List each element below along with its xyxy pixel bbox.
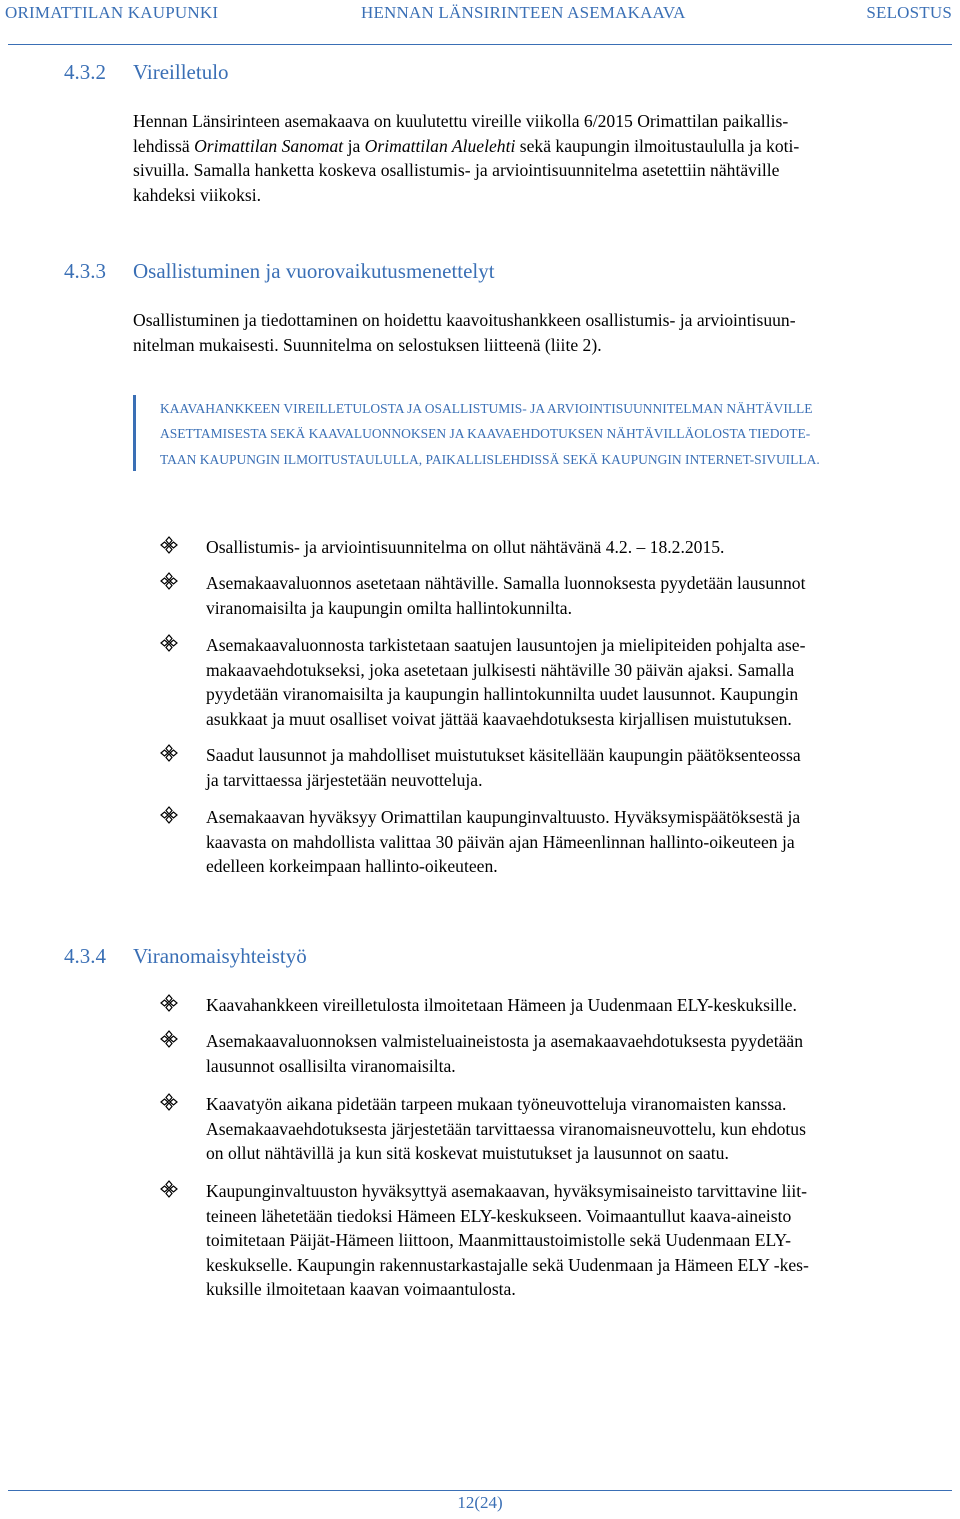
bullet-line: lausunnot osallisilta viranomaisilta. (206, 1055, 456, 1076)
bullet-line: Saadut lausunnot ja mahdolliset muistutukset käsitellään kaupungin päätöksenteossa (206, 745, 801, 765)
section-432-paragraph (133, 109, 929, 207)
header-organization: ORIMATTILAN KAUPUNKI (5, 3, 219, 22)
section-title-433: Osallistuminen ja vuorovaikutusmenettelyt (133, 259, 495, 283)
section-number-434: 4.3.4 (64, 944, 106, 968)
bullet-line: on ollut nähtävillä ja kun sitä koskevat muistutukset ja lausunnot on saatu. (206, 1143, 729, 1163)
bullet-line: teineen lähetetään tiedoksi Hämeen ELY-keskukseen. Voimaantullut kaava-aineisto (206, 1205, 792, 1226)
bullet-line: Asemakaavaluonnos asetetaan nähtäville. Samalla luonnoksesta pyydetään lausunnot (206, 573, 806, 593)
paragraph-line: nitelman mukaisesti. Suunnitelma on selostuksen liitteenä (liite 2). (133, 334, 602, 355)
paragraph-line: sivuilla. Samalla hanketta koskeva osallistumis- ja arviointisuunnitelma asetettiin nähtäville (133, 160, 780, 180)
four-diamond-bullet-icon (160, 1093, 178, 1111)
bullet-line: kuksille ilmoitetaan kaavan voimaantulosta. (206, 1279, 516, 1299)
paragraph-line: kahdeksi viikoksi. (133, 184, 262, 205)
bullet-line: Kaavahankkeen vireilletulosta ilmoitetaan Hämeen ja Uudenmaan ELY-keskuksille. (206, 995, 797, 1015)
bullet-text (206, 535, 946, 560)
bullet-text (206, 743, 946, 792)
paragraph-line: Osallistuminen ja tiedottaminen on hoidettu kaavoitushankkeen osallistumis- ja arviointisuun- (133, 310, 796, 330)
callout-line: KAAVAHANKKEEN VIREILLETULOSTA JA OSALLISTUMIS- JA ARVIOINTISUUNNITELMAN NÄHTÄVILLE (160, 401, 813, 416)
bullet-text (206, 805, 946, 879)
footer-divider (8, 1490, 952, 1491)
four-diamond-bullet-icon (160, 994, 178, 1012)
bullet-line: makaavaehdotukseksi, joka asetetaan julkisesti nähtäville 30 päivän ajaksi. Samalla (206, 659, 795, 680)
section-title-434: Viranomaisyhteistyö (133, 944, 307, 968)
bullet-line: Asemakaavaehdotuksesta järjestetään tarvittaessa viranomaisneuvottelu, kun ehdotus (206, 1118, 806, 1139)
bullet-text (206, 1179, 946, 1302)
bullet-text (206, 1029, 946, 1078)
callout-notice (160, 396, 940, 472)
bullet-text (206, 993, 946, 1018)
four-diamond-bullet-icon (160, 1180, 178, 1198)
bullet-line: ja tarvittaessa järjestetään neuvotteluja. (206, 769, 483, 790)
bullet-line: pyydetään viranomaisilta ja kaupungin hallintokunnilta uudet lausunnot. Kaupungin (206, 684, 799, 704)
bullet-text (206, 571, 946, 620)
section-433-paragraph (133, 308, 929, 357)
paragraph-text: sekä kaupungin ilmoitustaululla ja koti- (515, 135, 800, 156)
callout-line: TAAN KAUPUNGIN ILMOITUSTAULULLA, PAIKALLISLEHDISSÄ SEKÄ KAUPUNGIN INTERNET-SIVUILLA. (160, 451, 820, 467)
page-number: 12(24) (457, 1493, 503, 1512)
four-diamond-bullet-icon (160, 806, 178, 824)
header-divider (8, 44, 952, 45)
four-diamond-bullet-icon (160, 634, 178, 652)
section-number-433: 4.3.3 (64, 259, 106, 283)
bullet-line: toimitetaan Päijät-Hämeen liittoon, Maanmittaustoimistolle sekä Uudenmaan ELY- (206, 1230, 792, 1250)
bullet-line: Asemakaavan hyväksyy Orimattilan kaupunginvaltuusto. Hyväksymispäätöksestä ja (206, 807, 801, 827)
callout-line: ASETTAMISESTA SEKÄ KAAVALUONNOKSEN JA KAAVAEHDOTUKSEN NÄHTÄVILLÄOLOSTA TIEDOTE- (160, 426, 811, 442)
bullet-line: Kaupunginvaltuuston hyväksyttyä asemakaavan, hyväksymisaineisto tarvittavine liit- (206, 1181, 807, 1201)
bullet-text (206, 1092, 946, 1166)
bullet-line: Asemakaavaluonnosta tarkistetaan saatujen lausuntojen ja mielipiteiden pohjalta ase- (206, 635, 806, 655)
callout-accent-bar (133, 395, 136, 471)
newspaper-name: Orimattilan Sanomat (194, 135, 344, 156)
header-document-type: SELOSTUS (866, 3, 952, 22)
bullet-text (206, 633, 946, 731)
paragraph-text: ja (343, 135, 365, 156)
bullet-line: Kaavatyön aikana pidetään tarpeen mukaan työneuvotteluja viranomaisten kanssa. (206, 1094, 787, 1114)
bullet-line: edelleen korkeimpaan hallinto-oikeuteen. (206, 856, 498, 876)
section-title-432: Vireilletulo (133, 60, 229, 84)
bullet-line: kaavasta on mahdollista valittaa 30 päivän ajan Hämeenlinnan hallinto-oikeuteen ja (206, 831, 795, 852)
four-diamond-bullet-icon (160, 572, 178, 590)
four-diamond-bullet-icon (160, 1030, 178, 1048)
four-diamond-bullet-icon (160, 744, 178, 762)
four-diamond-bullet-icon (160, 536, 178, 554)
header-document-title: HENNAN LÄNSIRINTEEN ASEMAKAAVA (361, 3, 686, 22)
paragraph-text: lehdissä (133, 135, 195, 156)
bullet-line: Osallistumis- ja arviointisuunnitelma on ollut nähtävänä 4.2. – 18.2.2015. (206, 537, 725, 557)
bullet-line: Asemakaavaluonnoksen valmisteluaineistosta ja asemakaavaehdotuksesta pyydetään (206, 1031, 804, 1051)
newspaper-name: Orimattilan Aluelehti (364, 135, 516, 156)
paragraph-line: Hennan Länsirinteen asemakaava on kuulutettu vireille viikolla 6/2015 Orimattilan paikallis- (133, 111, 789, 131)
bullet-line: asukkaat ja muut osalliset voivat jättää kaavaehdotuksesta kirjallisen muistutuksen. (206, 708, 792, 729)
paragraph-line (133, 134, 929, 159)
bullet-line: keskukselle. Kaupungin rakennustarkastajalle sekä Uudenmaan ja Hämeen ELY -kes- (206, 1254, 809, 1275)
bullet-line: viranomaisilta ja kaupungin omilta hallintokunnilta. (206, 597, 572, 618)
section-number-432: 4.3.2 (64, 60, 106, 84)
